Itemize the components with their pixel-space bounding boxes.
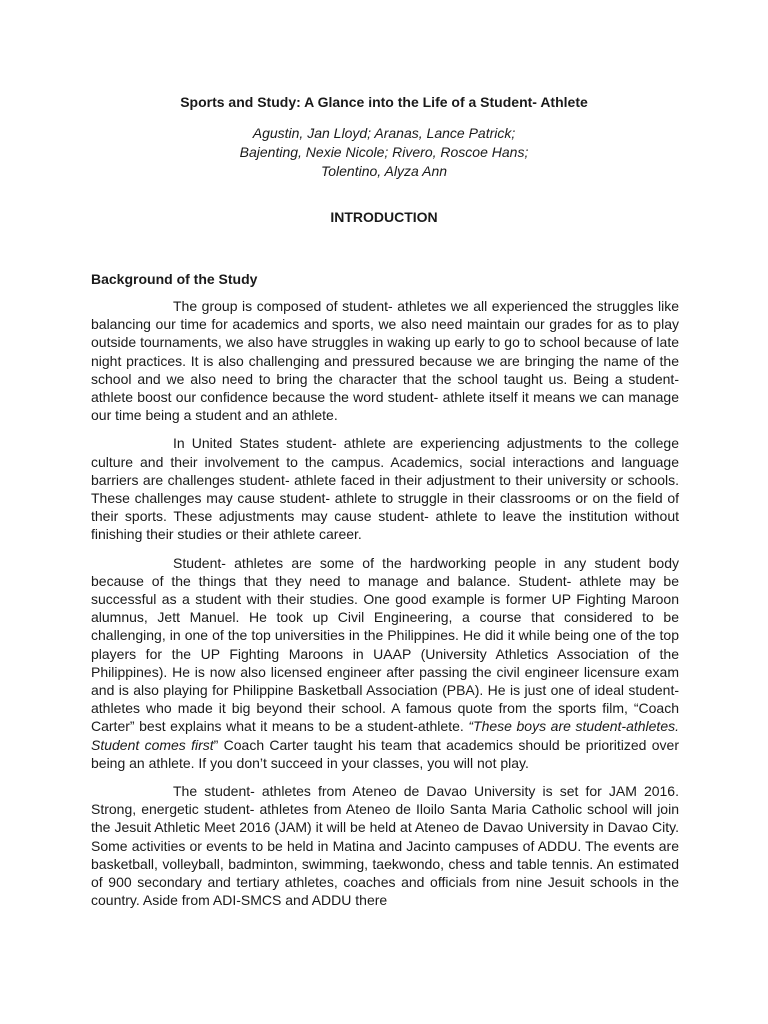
body-text — [91, 297, 679, 920]
author-line: Tolentino, Alyza Ann — [320, 163, 448, 179]
paragraph-text: Student- athletes are some of the hardworking people in any student body because of the things that they need to manage and balance. Student- athlete may be successful as a student with their studies. One good example is former UP Fighting Maroon alumnus, Jett Manuel. He took up Civil Engineering, a course that considered to be challenging, in one of the top universities in the Philippines. He did it while being one of the top players for the UP Fighting Maroons in UAAP (University Athletics Association of the Philippines). He is now also licensed engineer after passing the civil engineer licensure exam and is also playing for Philippine Basketball Association (PBA). He is just one of ideal student-athletes who made it big beyond their school. A famous quote from the sports film, “Coach Carter” best explains what it means to be a student-athlete. — [91, 554, 679, 735]
body-paragraph: The student- athletes from Ateneo de Davao University is set for JAM 2016. Strong, energetic student- athletes from Ateneo de Iloilo Santa Maria Catholic school will join the Jesuit Athletic Meet 2016 (JAM) it will be held at Ateneo de Davao University in Davao City. Some activities or events to be held in Matina and Jacinto campuses of ADDU. The events are basketball, volleyball, badminton, swimming, taekwondo, chess and table tennis. An estimated of 900 secondary and tertiary athletes, coaches and officials from nine Jesuit schools in the country. Aside from ADI-SMCS and ADDU there — [91, 783, 679, 909]
document-title: Sports and Study: A Glance into the Life of a Student- Athlete — [180, 94, 588, 110]
section-heading: INTRODUCTION — [330, 209, 438, 225]
body-paragraph: The group is composed of student- athletes we all experienced the struggles like balancing our time for academics and sports, we also need maintain our grades for as to play outside tournaments, we also have struggles in waking up early to go to school because of late night practices. It is also challenging and pressured because we are bringing the name of the school and we also need to bring the character that the school taught us. Being a student- athlete boost our confidence because the word student- athlete itself it means we can manage our time being a student and an athlete. — [91, 298, 679, 424]
quote-text: “These boys are student-athletes. Student comes first — [91, 718, 679, 753]
body-paragraph: In United States student- athlete are experiencing adjustments to the college culture and their involvement to the campus. Academics, social interactions and language barriers are challenges student- athlete faced in their adjustment to their university or schools. These challenges may cause student- athlete to struggle in their classrooms or on the field of their sports. These adjustments may cause student- athlete to leave the institution without finishing their studies or their athlete career. — [91, 435, 679, 543]
body-paragraph — [91, 554, 679, 772]
paragraph-text: ” Coach Carter taught his team that academics should be prioritized over being an athlete. If you don’t succeed in your classes, you will not play. — [91, 736, 680, 771]
author-line: Bajenting, Nexie Nicole; Rivero, Roscoe Hans; — [239, 144, 529, 160]
author-list — [0, 124, 768, 181]
author-line: Agustin, Jan Lloyd; Aranas, Lance Patrick; — [252, 125, 516, 141]
subsection-heading: Background of the Study — [91, 271, 258, 287]
